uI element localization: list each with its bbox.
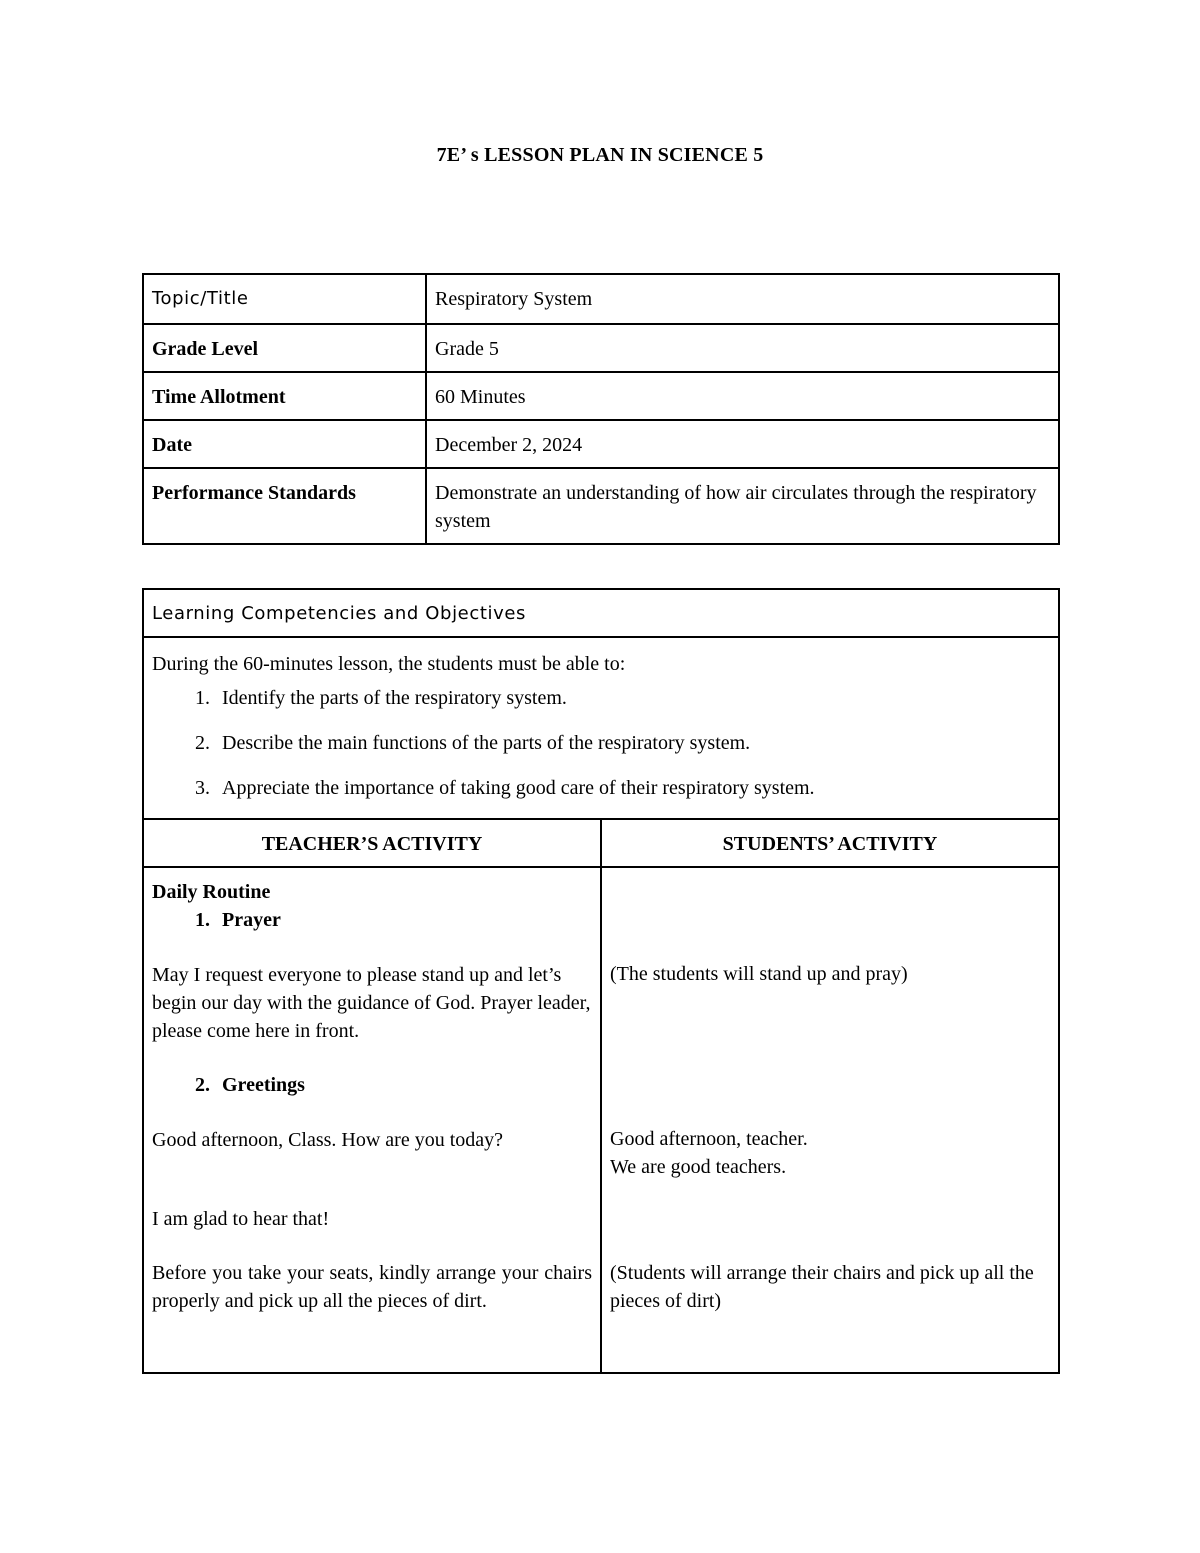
topic-value: Respiratory System bbox=[426, 274, 1059, 324]
table-row bbox=[143, 468, 1059, 544]
objectives-cell bbox=[143, 637, 1059, 819]
list-item bbox=[152, 729, 1050, 757]
page-title: 7E’ s LESSON PLAN IN SCIENCE 5 bbox=[436, 144, 764, 166]
greetings-label: Greetings bbox=[222, 1074, 305, 1096]
objective-text: Identify the parts of the respiratory system. bbox=[222, 687, 567, 709]
list-item bbox=[152, 774, 1050, 802]
lesson-activity-table bbox=[142, 588, 1060, 1374]
objectives-list bbox=[152, 684, 1050, 802]
prayer-label: Prayer bbox=[222, 909, 281, 931]
greetings-heading bbox=[152, 1071, 592, 1099]
table-row bbox=[143, 819, 1059, 867]
table-row bbox=[143, 420, 1059, 468]
objective-text: Describe the main functions of the parts of the respiratory system. bbox=[222, 732, 751, 754]
table-row bbox=[143, 274, 1059, 324]
lesson-info-table bbox=[142, 273, 1060, 545]
performance-standards-label: Performance Standards bbox=[143, 468, 426, 544]
topic-label: Topic/Title bbox=[143, 274, 426, 324]
greet-teacher-text: Good afternoon, Class. How are you today? bbox=[152, 1129, 504, 1151]
objective-number: 3. bbox=[195, 777, 210, 799]
date-label: Date bbox=[143, 420, 426, 468]
grade-level-value: Grade 5 bbox=[426, 324, 1059, 372]
table-row bbox=[143, 637, 1059, 819]
arrange-student-text: (Students will arrange their chairs and pick up all the pieces of dirt) bbox=[610, 1262, 1034, 1312]
students-activity-header: STUDENTS’ ACTIVITY bbox=[601, 819, 1059, 867]
objective-number: 1. bbox=[195, 687, 210, 709]
table-row bbox=[143, 589, 1059, 637]
grade-level-label: Grade Level bbox=[143, 324, 426, 372]
teacher-activity-cell bbox=[143, 867, 601, 1373]
greet-student-line-1: Good afternoon, teacher. bbox=[610, 1128, 808, 1150]
time-allotment-value: 60 Minutes bbox=[426, 372, 1059, 420]
table-row bbox=[143, 372, 1059, 420]
list-item bbox=[152, 684, 1050, 712]
date-value: December 2, 2024 bbox=[426, 420, 1059, 468]
objective-number: 2. bbox=[195, 732, 210, 754]
objectives-heading: Learning Competencies and Objectives bbox=[143, 589, 1059, 637]
daily-routine-heading: Daily Routine bbox=[152, 881, 271, 903]
greetings-number: 2. bbox=[195, 1074, 210, 1096]
teacher-activity-header: TEACHER’S ACTIVITY bbox=[143, 819, 601, 867]
prayer-student-text: (The students will stand up and pray) bbox=[610, 963, 908, 985]
time-allotment-label: Time Allotment bbox=[143, 372, 426, 420]
objective-text: Appreciate the importance of taking good care of their respiratory system. bbox=[222, 777, 815, 799]
arrange-teacher-text: Before you take your seats, kindly arrange your chairs properly and pick up all the pieces of dirt. bbox=[152, 1262, 592, 1312]
glad-teacher-text: I am glad to hear that! bbox=[152, 1208, 330, 1230]
table-row bbox=[143, 867, 1059, 1373]
prayer-teacher-text: May I request everyone to please stand up and let’s begin our day with the guidance of God. Prayer leader, please come here in front. bbox=[152, 964, 591, 1042]
performance-standards-value: Demonstrate an understanding of how air circulates through the respiratory system bbox=[426, 468, 1059, 544]
table-row bbox=[143, 324, 1059, 372]
student-activity-cell bbox=[601, 867, 1059, 1373]
objectives-intro: During the 60-minutes lesson, the students must be able to: bbox=[152, 653, 626, 675]
prayer-heading bbox=[152, 906, 592, 934]
greet-student-line-2: We are good teachers. bbox=[610, 1156, 787, 1178]
prayer-number: 1. bbox=[195, 909, 210, 931]
